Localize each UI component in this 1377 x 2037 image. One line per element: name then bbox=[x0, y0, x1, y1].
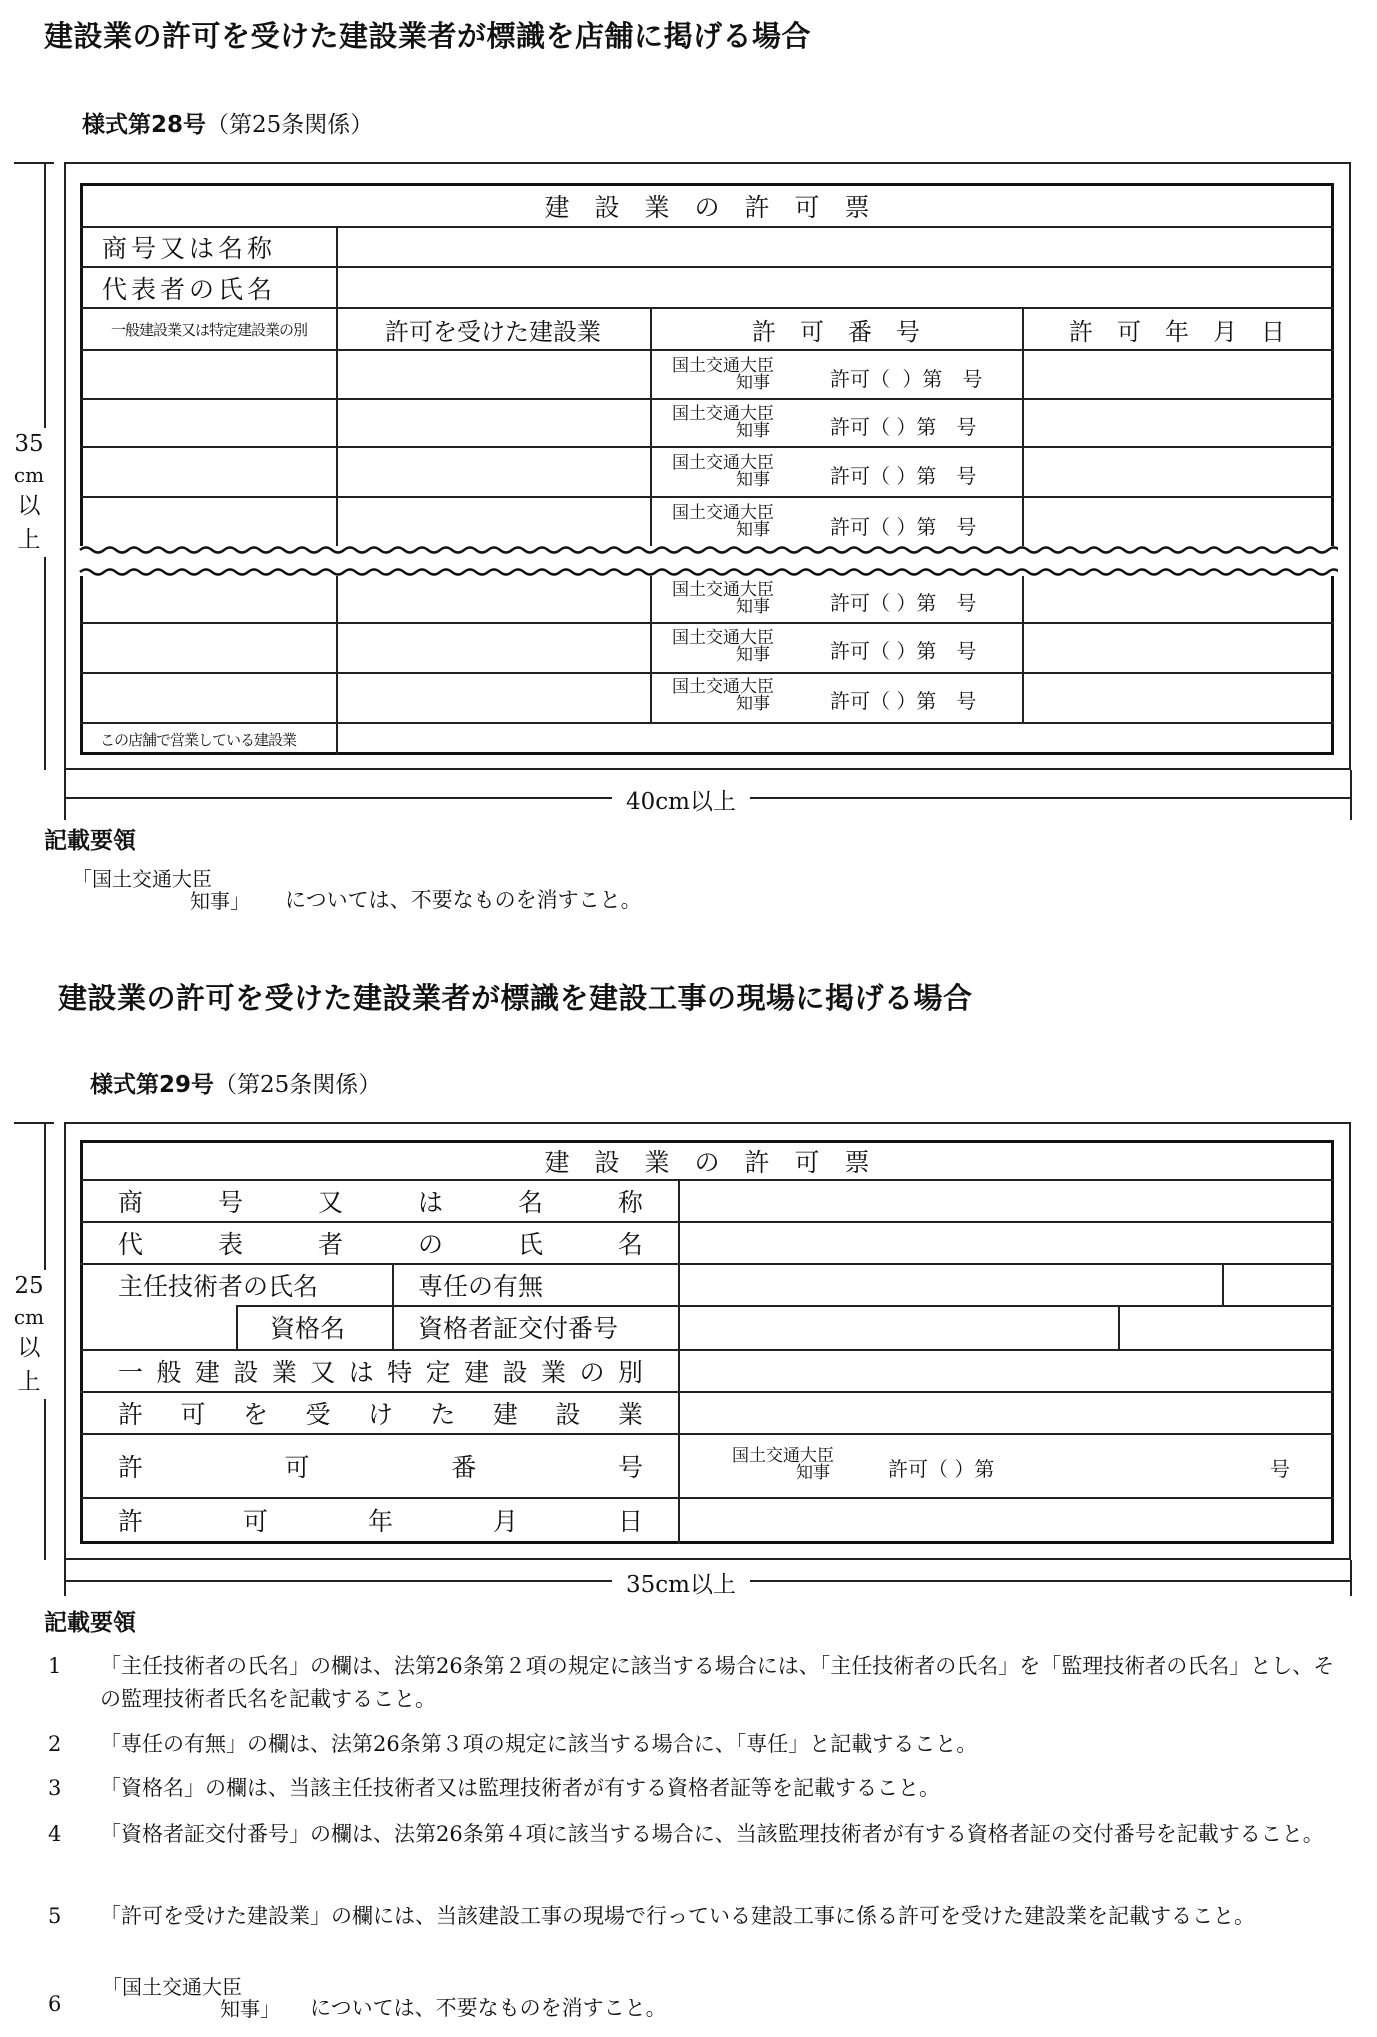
height-label-25cm: 25 cm 以 上 bbox=[6, 1270, 52, 1399]
label-chief-engineer: 主任技術者の氏名 bbox=[118, 1272, 319, 1301]
license-row-4-authority: 国土交通大臣 知事 bbox=[672, 503, 774, 540]
height-label-number: 35 bbox=[14, 431, 44, 457]
height-label-char2: 上 bbox=[17, 526, 41, 553]
width-label-35cm: 35cm以上 bbox=[612, 1566, 750, 1599]
license-number-mid: 許可（ ）第 bbox=[888, 1456, 995, 1481]
license-row-5-number: 許可（ ）第 号 bbox=[830, 590, 977, 615]
note-4: 4 「資格者証交付番号」の欄は、法第26条第４項に該当する場合に、当該監理技術者が有する資格者証の交付番号を記載すること。 bbox=[48, 1822, 1324, 1846]
label-trade-name: 商号又は名称 bbox=[102, 234, 277, 263]
note-authority-quote: 「国土交通大臣 知事」 bbox=[72, 867, 250, 913]
note-6-authority-quote: 「国土交通大臣 知事」 bbox=[102, 1975, 280, 2021]
note-1: 1 「主任技術者の氏名」の欄は、法第26条第２項の規定に該当する場合には、「主任技術者の氏名」を「監理技術者の氏名」とし、その監理技術者氏名を記載すること。 bbox=[48, 1654, 1335, 1711]
header-classification: 一般建設業又は特定建設業の別 bbox=[110, 320, 307, 339]
notes-heading-2: 記載要領 bbox=[44, 1610, 136, 1636]
notes-heading-1: 記載要領 bbox=[44, 828, 136, 854]
label-full-time: 専任の有無 bbox=[418, 1272, 544, 1301]
note-strike-instruction: については、不要なものを消すこと。 bbox=[285, 888, 642, 912]
label-qualification: 資格名 bbox=[270, 1314, 346, 1343]
note-6-number: 6 bbox=[48, 1992, 62, 2016]
license-authority-2: 国土交通大臣 知事 bbox=[732, 1446, 834, 1483]
license-row-5-authority: 国土交通大臣 知事 bbox=[672, 580, 774, 617]
label-representative: 代表者の氏名 bbox=[102, 274, 277, 304]
note-2: 2 「専任の有無」の欄は、法第26条第３項の規定に該当する場合に、「専任」と記載すること。 bbox=[48, 1732, 978, 1756]
header-licensed-trade: 許可を受けた建設業 bbox=[385, 317, 601, 346]
label-trade-name-2: 商 号 又 は 名 称 bbox=[118, 1188, 643, 1217]
label-classification-2: 一 般 建 設 業 又 は 特 定 建 設 業 の 別 bbox=[118, 1358, 643, 1387]
label-cert-number: 資格者証交付番号 bbox=[418, 1314, 619, 1343]
note-3: 3 「資格名」の欄は、当該主任技術者又は監理技術者が有する資格者証等を記載すること。 bbox=[48, 1776, 940, 1800]
form28-label bbox=[82, 106, 373, 139]
form28-number: 様式第28号 bbox=[82, 112, 207, 138]
table-break-wavy bbox=[78, 540, 1338, 580]
label-representative-2: 代 表 者 の 氏 名 bbox=[118, 1230, 643, 1259]
license-number-end: 号 bbox=[1270, 1456, 1290, 1481]
header-license-date: 許 可 年 月 日 bbox=[1069, 317, 1285, 346]
license-row-6-authority: 国土交通大臣 知事 bbox=[672, 628, 774, 665]
license-row-4-number: 許可（ ）第 号 bbox=[830, 514, 977, 539]
form29-number: 様式第29号 bbox=[90, 1072, 215, 1098]
label-licensed-trade-2: 許 可 を 受 け た 建 設 業 bbox=[118, 1400, 643, 1429]
label-license-number-2: 許 可 番 号 bbox=[118, 1453, 643, 1482]
form28-article: （第25条関係） bbox=[206, 112, 374, 138]
footer-trades-in-store: この店舗で営業している建設業 bbox=[100, 730, 297, 749]
license-row-1-number: 許可（ ）第 号 bbox=[830, 366, 983, 391]
label-license-date-2: 許 可 年 月 日 bbox=[118, 1507, 643, 1536]
license-row-3-number: 許可（ ）第 号 bbox=[830, 463, 977, 488]
header-license-number: 許 可 番 号 bbox=[752, 317, 920, 346]
form29-label bbox=[90, 1066, 381, 1099]
note-5: 5 「許可を受けた建設業」の欄には、当該建設工事の現場で行っている建設工事に係る許可を受けた建設業を記載すること。 bbox=[48, 1904, 1255, 1928]
board-title-2: 建 設 業 の 許 可 票 bbox=[544, 1148, 870, 1177]
license-row-2-number: 許可（ ）第 号 bbox=[830, 414, 977, 439]
license-row-2-authority: 国土交通大臣 知事 bbox=[672, 404, 774, 441]
license-row-7-authority: 国土交通大臣 知事 bbox=[672, 677, 774, 714]
board-title: 建 設 業 の 許 可 票 bbox=[544, 193, 870, 222]
height-label-35cm bbox=[6, 428, 52, 557]
height-label-char1: 以 bbox=[17, 493, 41, 520]
license-row-1-authority: 国土交通大臣 知事 bbox=[672, 356, 774, 393]
license-row-7-number: 許可（ ）第 号 bbox=[830, 688, 977, 713]
section1-heading: 建設業の許可を受けた建設業者が標識を店舗に掲げる場合 bbox=[44, 19, 812, 53]
license-row-6-number: 許可（ ）第 号 bbox=[830, 638, 977, 663]
section2-heading: 建設業の許可を受けた建設業者が標識を建設工事の現場に掲げる場合 bbox=[58, 981, 973, 1015]
note-6-text: については、不要なものを消すこと。 bbox=[310, 1996, 667, 2020]
width-label-40cm: 40cm以上 bbox=[612, 783, 750, 816]
license-row-3-authority: 国土交通大臣 知事 bbox=[672, 453, 774, 490]
form29-article: （第25条関係） bbox=[214, 1072, 382, 1098]
height-tick-top bbox=[14, 162, 54, 164]
height-label-unit: cm bbox=[13, 463, 45, 488]
